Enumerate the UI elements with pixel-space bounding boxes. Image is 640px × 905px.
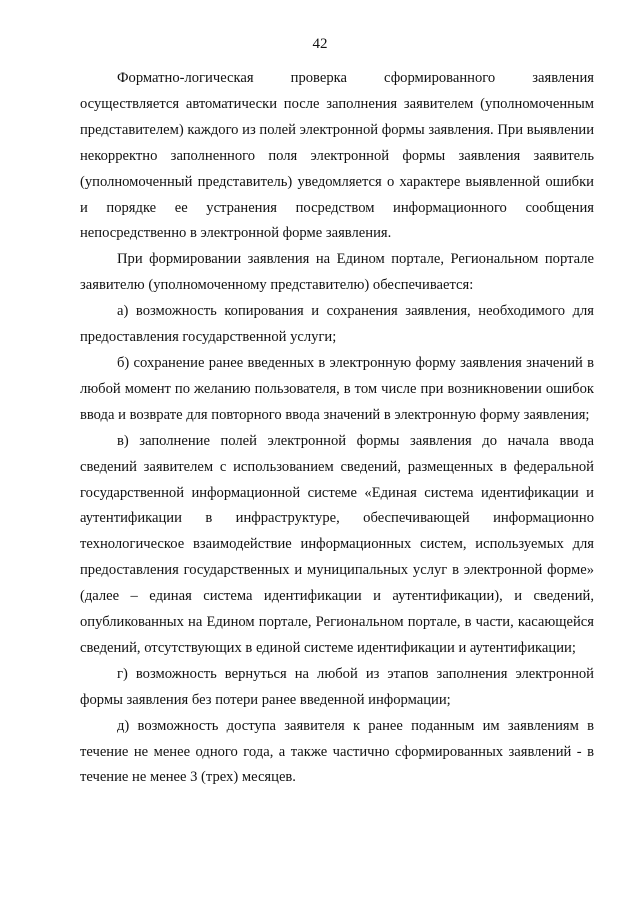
paragraph-format-check: Форматно-логическая проверка сформированного заявления осуществляется автоматически после заполнения заявителем (уполномоченным представителем) каждого из полей электронной формы заявления. При выявлении некорректно заполненного поля электронной формы заявления заявитель (уполномоченный представитель) уведомляется о характере выявленной ошибки и порядке ее устранения посредством информационного сообщения непосредственно в электронной форме заявления. (80, 70, 594, 242)
list-item-a: а) возможность копирования и сохранения заявления, необходимого для предоставления государственной услуги; (80, 303, 594, 346)
list-item-d: д) возможность доступа заявителя к ранее поданным им заявлениям в течение не менее одного года, а также частично сформированных заявлений - в течение не менее 3 (трех) месяцев. (80, 717, 594, 786)
document-body (80, 66, 594, 791)
paragraph-portal-provisions: При формировании заявления на Едином портале, Региональном портале заявителю (уполномоченному представителю) обеспечивается: (80, 251, 594, 294)
list-item-b: б) сохранение ранее введенных в электронную форму заявления значений в любой момент по желанию пользователя, в том числе при возникновении ошибок ввода и возврате для повторного ввода значений в электронную форму заявления; (80, 354, 594, 423)
list-item-v: в) заполнение полей электронной формы заявления до начала ввода сведений заявителем с использованием сведений, размещенных в федеральной государственной информационной системе «Единая система идентификации и аутентификации в инфраструктуре, обеспечивающей информационно технологическое взаимодействие информационных систем, используемых для предоставления государственных и муниципальных услуг в электронной форме» (далее – единая система идентификации и аутентификации), и сведений, опубликованных на Едином портале, Региональном портале, в части, касающейся сведений, отсутствующих в единой системе идентификации и аутентификации; (80, 432, 594, 656)
page-number: 42 (312, 36, 328, 52)
list-item-g: г) возможность вернуться на любой из этапов заполнения электронной формы заявления без потери ранее введенной информации; (80, 665, 594, 708)
